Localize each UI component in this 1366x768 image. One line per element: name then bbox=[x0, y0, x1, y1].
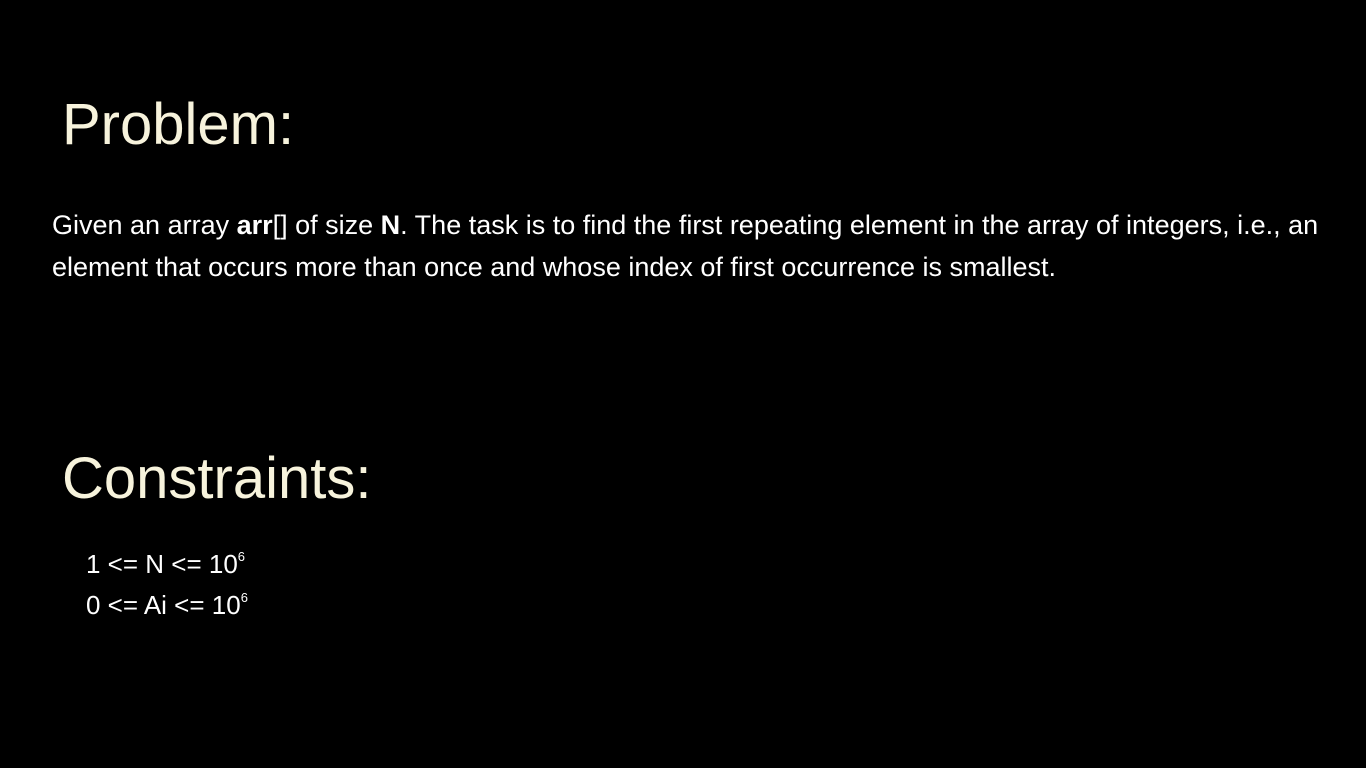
problem-heading: Problem: bbox=[62, 92, 295, 157]
constraint-ai bbox=[86, 592, 248, 618]
constraint-ai-text: 0 <= Ai <= 10 bbox=[86, 590, 241, 620]
constraint-n bbox=[86, 551, 245, 577]
problem-text-part1: Given an array bbox=[52, 210, 237, 240]
problem-text-part3: . The task is to find the first repeating element in the array of integers, i.e., an element that occurs more than once and whose index of first occurrence is smallest. bbox=[52, 210, 1319, 282]
constraints-heading: Constraints: bbox=[62, 446, 372, 511]
constraint-n-exponent: 6 bbox=[237, 549, 246, 564]
problem-statement bbox=[52, 204, 1342, 288]
problem-text-part2: [] of size bbox=[272, 210, 381, 240]
n-keyword: N bbox=[380, 210, 401, 240]
arr-keyword: arr bbox=[236, 210, 273, 240]
constraint-ai-exponent: 6 bbox=[240, 590, 248, 605]
constraint-n-text: 1 <= N <= 10 bbox=[86, 549, 238, 579]
